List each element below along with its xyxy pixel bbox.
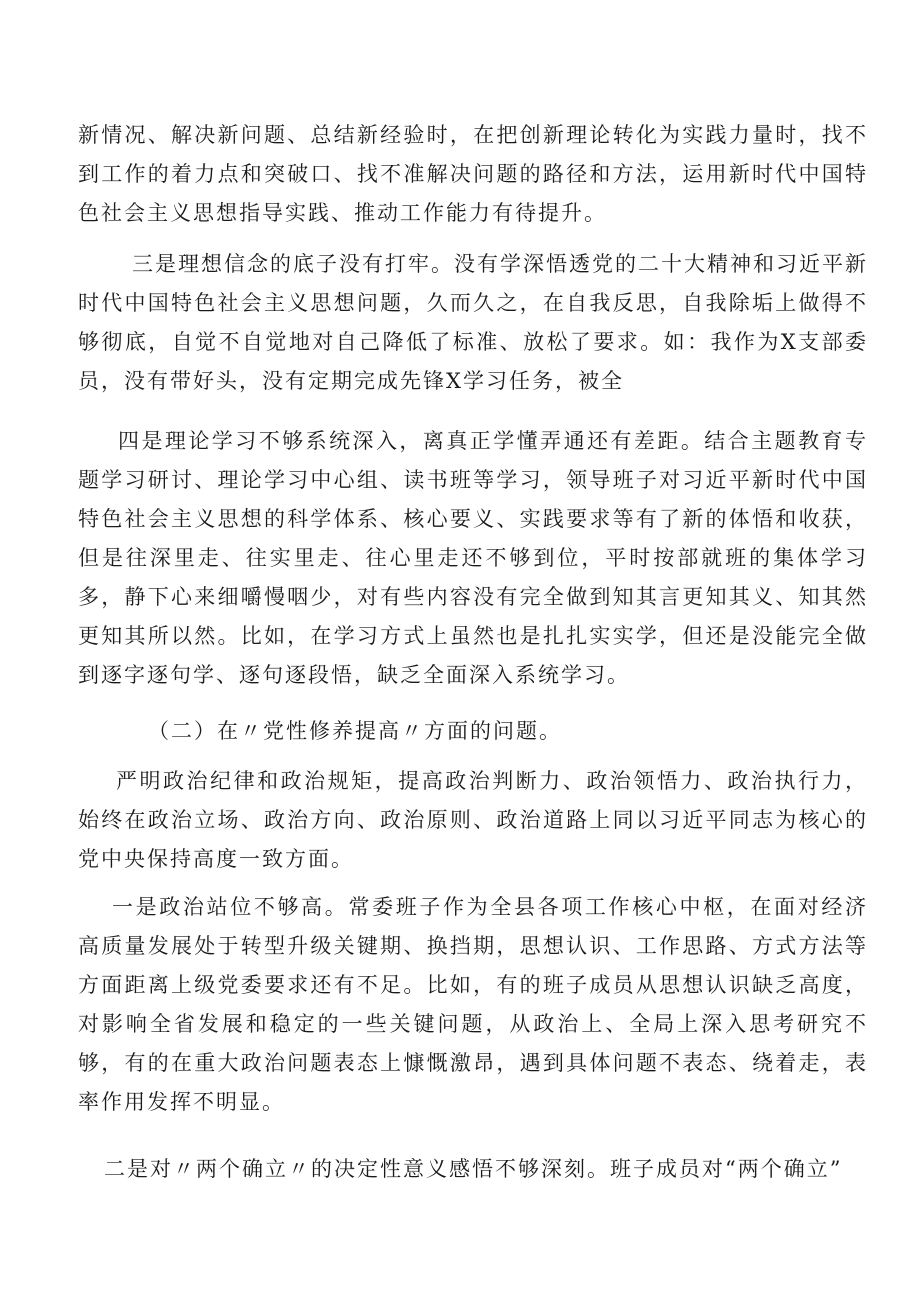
paragraph-1: 新情况、解决新问题、总结新经验时，在把创新理论转化为实践力量时，找不到工作的着力点和突破口、找不准解决问题的路径和方法，运用新时代中国特色社会主义思想指导实践、推动工作能力有待提升。 [78,123,868,225]
paragraph-3: 四是理论学习不够系统深入，离真正学懂弄通还有差距。结合主题教育专题学习研讨、理论学习中心组、读书班等学习，领导班子对习近平新时代中国特色社会主义思想的科学体系、核心要义、实践要求等有了新的体悟和收获，但是往深里走、往实里走、往心里走还不够到位，平时按部就班的集体学习多，静下心来细嚼慢咽少，对有些内容没有完全做到知其言更知其义、知其然更知其所以然。比如，在学习方式上虽然也是扎扎实实学，但还是没能完全做到逐字逐句学、逐句逐段悟，缺乏全面深入系统学习。 [78,429,868,687]
section-heading: （二）在〃党性修养提高〃方面的问题。 [148,719,562,743]
paragraph-6: 二是对〃两个确立〃的决定性意义感悟不够深刻。班子成员对“两个确立” [104,1157,843,1181]
paragraph-2: 三是理想信念的底子没有打牢。没有学深悟透党的二十大精神和习近平新时代中国特色社会主义思想问题，久而久之，在自我反思，自我除垢上做得不够彻底，自觉不自觉地对自己降低了标准、放松了要求。如：我作为X支部委员，没有带好头，没有定期完成先锋X学习任务，被全 [78,252,868,393]
paragraph-5: 一是政治站位不够高。常委班子作为全县各项工作核心中枢，在面对经济高质量发展处于转型升级关键期、换挡期，思想认识、工作思路、方式方法等方面距离上级党委要求还有不足。比如，有的班子成员从思想认识缺乏高度，对影响全省发展和稳定的一些关键问题，从政治上、全局上深入思考研究不够，有的在重大政治问题表态上慷慨激昂，遇到具体问题不表态、绕着走，表率作用发挥不明显。 [78,895,868,1114]
paragraph-4: 严明政治纪律和政治规矩，提高政治判断力、政治领悟力、政治执行力，始终在政治立场、政治方向、政治原则、政治道路上同以习近平同志为核心的党中央保持高度一致方面。 [78,769,868,871]
